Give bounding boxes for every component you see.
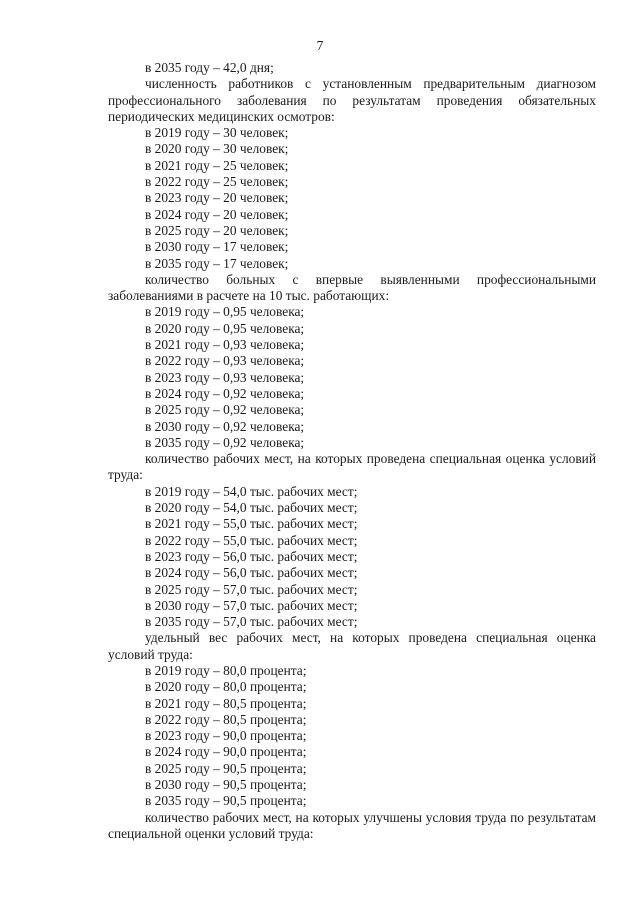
indicator-value-line: в 2035 году – 90,5 процента; bbox=[145, 793, 307, 809]
indicator-value-line: в 2022 году – 0,93 человека; bbox=[145, 353, 305, 369]
indicator-paragraph: численность работников с установленным предварительным диагнозом профессионального заболевания по результатам проведения обязательных периодических медицинских осмотров: bbox=[108, 76, 596, 124]
indicator-value-line: в 2035 году – 57,0 тыс. рабочих мест; bbox=[145, 614, 358, 630]
document-body bbox=[108, 60, 596, 842]
indicator-value-line: в 2024 году – 0,92 человека; bbox=[145, 385, 305, 401]
indicator-value-line: в 2025 году – 0,92 человека; bbox=[145, 402, 305, 418]
indicator-value-line: в 2021 году – 0,93 человека; bbox=[145, 337, 305, 353]
indicator-paragraph: количество больных с впервые выявленными профессиональными заболеваниями в расчете на 10 тыс. работающих: bbox=[108, 271, 596, 304]
indicator-value-line: в 2030 году – 0,92 человека; bbox=[145, 418, 305, 434]
indicator-paragraph: количество рабочих мест, на которых проведена специальная оценка условий труда: bbox=[108, 451, 596, 483]
indicator-value-line: в 2030 году – 57,0 тыс. рабочих мест; bbox=[145, 597, 358, 613]
indicator-value-line: в 2021 году – 80,5 процента; bbox=[145, 695, 307, 711]
indicator-value-line: в 2023 году – 0,93 человека; bbox=[145, 369, 305, 385]
indicator-value-line: в 2024 году – 20 человек; bbox=[145, 206, 289, 222]
indicator-value-line: в 2020 году – 30 человек; bbox=[145, 141, 289, 157]
indicator-paragraph: количество рабочих мест, на которых улучшены условия труда по результатам специальной оценки условий труда: bbox=[108, 809, 596, 841]
indicator-value-line: в 2022 году – 80,5 процента; bbox=[145, 711, 307, 727]
indicator-value-line: в 2019 году – 30 человек; bbox=[145, 125, 289, 141]
indicator-value-line: в 2022 году – 55,0 тыс. рабочих мест; bbox=[145, 532, 358, 548]
indicator-value-line: в 2024 году – 56,0 тыс. рабочих мест; bbox=[145, 565, 358, 581]
indicator-value-line: в 2035 году – 0,92 человека; bbox=[145, 434, 305, 450]
indicator-value-line: в 2035 году – 42,0 дня; bbox=[145, 60, 274, 75]
indicator-value-line: в 2023 году – 20 человек; bbox=[145, 190, 289, 206]
page-number: 7 bbox=[316, 38, 324, 53]
indicator-value-line: в 2019 году – 54,0 тыс. рабочих мест; bbox=[145, 483, 358, 499]
indicator-value-line: в 2021 году – 25 человек; bbox=[145, 157, 289, 173]
indicator-value-line: в 2023 году – 56,0 тыс. рабочих мест; bbox=[145, 548, 358, 564]
indicator-value-line: в 2035 году – 17 человек; bbox=[145, 255, 289, 271]
indicator-value-line: в 2025 году – 90,5 процента; bbox=[145, 760, 307, 776]
indicator-value-line: в 2030 году – 17 человек; bbox=[145, 239, 289, 255]
indicator-value-line: в 2025 году – 20 человек; bbox=[145, 222, 289, 238]
indicator-value-line: в 2023 году – 90,0 процента; bbox=[145, 728, 307, 744]
indicator-value-line: в 2020 году – 0,95 человека; bbox=[145, 320, 305, 336]
indicator-value-line: в 2022 году – 25 человек; bbox=[145, 174, 289, 190]
indicator-value-line: в 2019 году – 80,0 процента; bbox=[145, 662, 307, 678]
indicator-value-line: в 2020 году – 80,0 процента; bbox=[145, 679, 307, 695]
indicator-value-line: в 2025 году – 57,0 тыс. рабочих мест; bbox=[145, 581, 358, 597]
indicator-paragraph: удельный вес рабочих мест, на которых проведена специальная оценка условий труда: bbox=[108, 630, 596, 662]
indicator-value-line: в 2024 году – 90,0 процента; bbox=[145, 744, 307, 760]
indicator-value-line: в 2020 году – 54,0 тыс. рабочих мест; bbox=[145, 500, 358, 516]
indicator-value-line: в 2019 году – 0,95 человека; bbox=[145, 304, 305, 320]
indicator-value-line: в 2030 году – 90,5 процента; bbox=[145, 777, 307, 793]
indicator-value-line: в 2021 году – 55,0 тыс. рабочих мест; bbox=[145, 516, 358, 532]
